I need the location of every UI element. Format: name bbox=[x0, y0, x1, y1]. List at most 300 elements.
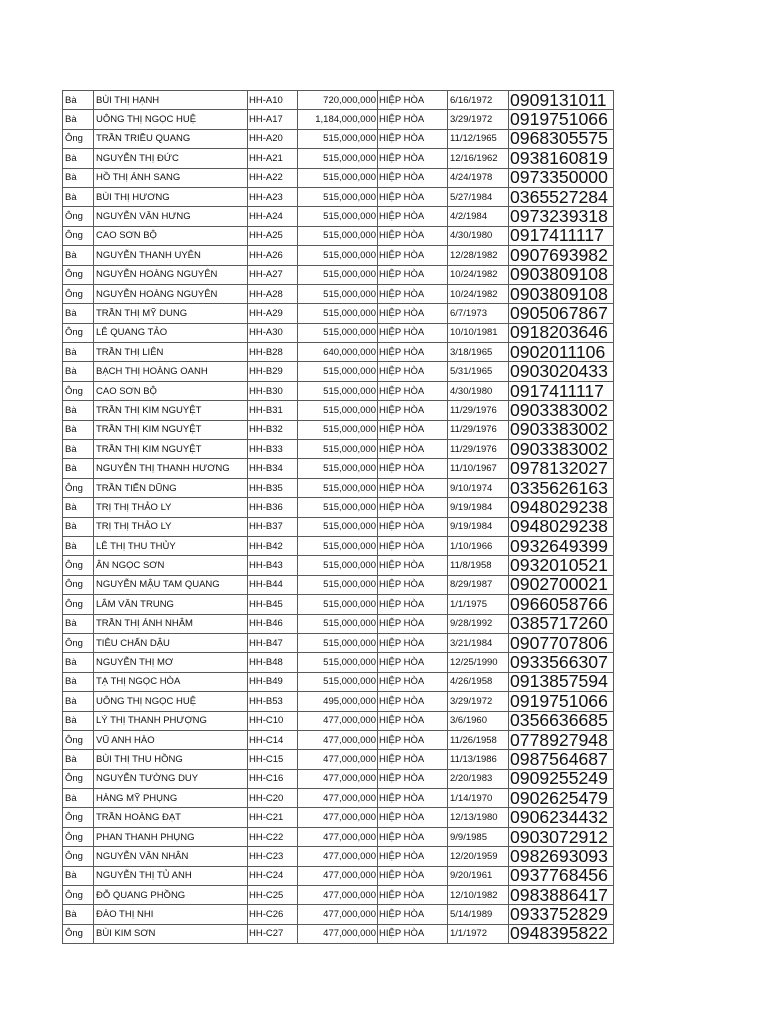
cell-date: 9/20/1961 bbox=[448, 866, 509, 885]
cell-name: NGUYỄN MẬU TAM QUANG bbox=[94, 575, 248, 594]
cell-date: 4/30/1980 bbox=[448, 226, 509, 245]
cell-code: HH-A23 bbox=[248, 187, 298, 206]
cell-name: BẠCH THỊ HOÀNG OANH bbox=[94, 362, 248, 381]
cell-code: HH-A27 bbox=[248, 265, 298, 284]
cell-code: HH-A30 bbox=[248, 323, 298, 342]
cell-date: 11/8/1958 bbox=[448, 556, 509, 575]
cell-phone: 0335626163 bbox=[509, 478, 614, 497]
cell-title: Ông bbox=[63, 827, 94, 846]
cell-title: Bà bbox=[63, 905, 94, 924]
cell-phone: 0903383002 bbox=[509, 401, 614, 420]
cell-name: BÙI THỊ HẠNH bbox=[94, 91, 248, 110]
table-row bbox=[63, 401, 614, 420]
table-row bbox=[63, 575, 614, 594]
cell-name: UÔNG THỊ NGỌC HUỆ bbox=[94, 110, 248, 129]
cell-title: Bà bbox=[63, 246, 94, 265]
cell-title: Ông bbox=[63, 284, 94, 303]
cell-phone: 0778927948 bbox=[509, 730, 614, 749]
table-row bbox=[63, 517, 614, 536]
cell-amount: 515,000,000 bbox=[298, 226, 378, 245]
cell-title: Bà bbox=[63, 711, 94, 730]
cell-date: 9/19/1984 bbox=[448, 498, 509, 517]
cell-phone: 0918203646 bbox=[509, 323, 614, 342]
cell-date: 12/10/1982 bbox=[448, 886, 509, 905]
cell-location: HIỆP HÒA bbox=[378, 420, 448, 439]
cell-name: TRẦN THỊ KIM NGUYỆT bbox=[94, 401, 248, 420]
cell-amount: 515,000,000 bbox=[298, 536, 378, 555]
cell-name: HỒ THỊ ÁNH SANG bbox=[94, 168, 248, 187]
table-row bbox=[63, 866, 614, 885]
cell-date: 9/28/1992 bbox=[448, 614, 509, 633]
cell-title: Bà bbox=[63, 750, 94, 769]
cell-location: HIỆP HÒA bbox=[378, 168, 448, 187]
cell-phone: 0933752829 bbox=[509, 905, 614, 924]
cell-location: HIỆP HÒA bbox=[378, 323, 448, 342]
cell-name: HÀNG MỸ PHỤNG bbox=[94, 789, 248, 808]
cell-location: HIỆP HÒA bbox=[378, 595, 448, 614]
cell-name: TIÊU CHẤN DẬU bbox=[94, 633, 248, 652]
cell-phone: 0948029238 bbox=[509, 498, 614, 517]
cell-name: UÔNG THỊ NGỌC HUỆ bbox=[94, 692, 248, 711]
cell-phone: 0932010521 bbox=[509, 556, 614, 575]
cell-code: HH-B30 bbox=[248, 381, 298, 400]
cell-location: HIỆP HÒA bbox=[378, 750, 448, 769]
cell-title: Bà bbox=[63, 187, 94, 206]
cell-name: NGUYỄN THỊ TỦ ANH bbox=[94, 866, 248, 885]
cell-title: Ông bbox=[63, 769, 94, 788]
cell-date: 12/16/1962 bbox=[448, 149, 509, 168]
cell-name: VŨ ANH HÀO bbox=[94, 730, 248, 749]
cell-phone: 0917411117 bbox=[509, 381, 614, 400]
table-row bbox=[63, 536, 614, 555]
cell-name: LÊ THỊ THU THỦY bbox=[94, 536, 248, 555]
cell-location: HIỆP HÒA bbox=[378, 478, 448, 497]
cell-date: 1/10/1966 bbox=[448, 536, 509, 555]
cell-location: HIỆP HÒA bbox=[378, 304, 448, 323]
cell-title: Ông bbox=[63, 226, 94, 245]
cell-date: 5/27/1984 bbox=[448, 187, 509, 206]
cell-location: HIỆP HÒA bbox=[378, 769, 448, 788]
cell-location: HIỆP HÒA bbox=[378, 226, 448, 245]
cell-code: HH-A24 bbox=[248, 207, 298, 226]
cell-code: HH-B45 bbox=[248, 595, 298, 614]
cell-title: Ông bbox=[63, 575, 94, 594]
cell-phone: 0973239318 bbox=[509, 207, 614, 226]
cell-amount: 477,000,000 bbox=[298, 750, 378, 769]
cell-amount: 515,000,000 bbox=[298, 284, 378, 303]
cell-phone: 0937768456 bbox=[509, 866, 614, 885]
cell-title: Bà bbox=[63, 168, 94, 187]
cell-amount: 515,000,000 bbox=[298, 304, 378, 323]
cell-name: NGUYỄN VĂN NHÂN bbox=[94, 847, 248, 866]
cell-code: HH-B32 bbox=[248, 420, 298, 439]
cell-name: TRẦN TRIỀU QUANG bbox=[94, 129, 248, 148]
table-row bbox=[63, 478, 614, 497]
cell-amount: 720,000,000 bbox=[298, 91, 378, 110]
cell-name: NGUYỄN THỊ THANH HƯƠNG bbox=[94, 459, 248, 478]
cell-name: TRẦN THỊ ÁNH NHÂM bbox=[94, 614, 248, 633]
cell-name: ÂN NGỌC SƠN bbox=[94, 556, 248, 575]
cell-date: 3/21/1984 bbox=[448, 633, 509, 652]
cell-phone: 0982693093 bbox=[509, 847, 614, 866]
cell-title: Ông bbox=[63, 323, 94, 342]
cell-amount: 515,000,000 bbox=[298, 207, 378, 226]
cell-location: HIỆP HÒA bbox=[378, 536, 448, 555]
cell-date: 2/20/1983 bbox=[448, 769, 509, 788]
cell-title: Bà bbox=[63, 304, 94, 323]
cell-date: 11/13/1986 bbox=[448, 750, 509, 769]
table-row bbox=[63, 924, 614, 943]
cell-phone: 0938160819 bbox=[509, 149, 614, 168]
cell-date: 4/26/1958 bbox=[448, 672, 509, 691]
cell-amount: 515,000,000 bbox=[298, 401, 378, 420]
cell-name: ĐÀO THỊ NHI bbox=[94, 905, 248, 924]
cell-amount: 515,000,000 bbox=[298, 459, 378, 478]
cell-amount: 515,000,000 bbox=[298, 265, 378, 284]
table-row bbox=[63, 440, 614, 459]
cell-date: 8/29/1987 bbox=[448, 575, 509, 594]
cell-location: HIỆP HÒA bbox=[378, 672, 448, 691]
cell-code: HH-C22 bbox=[248, 827, 298, 846]
cell-title: Ông bbox=[63, 808, 94, 827]
cell-amount: 515,000,000 bbox=[298, 420, 378, 439]
cell-title: Bà bbox=[63, 440, 94, 459]
cell-date: 5/31/1965 bbox=[448, 362, 509, 381]
cell-location: HIỆP HÒA bbox=[378, 440, 448, 459]
table-row bbox=[63, 730, 614, 749]
cell-date: 12/13/1980 bbox=[448, 808, 509, 827]
cell-title: Ông bbox=[63, 265, 94, 284]
cell-date: 10/24/1982 bbox=[448, 284, 509, 303]
table-row bbox=[63, 168, 614, 187]
cell-code: HH-B35 bbox=[248, 478, 298, 497]
cell-phone: 0913857594 bbox=[509, 672, 614, 691]
cell-phone: 0356636685 bbox=[509, 711, 614, 730]
cell-phone: 0948395822 bbox=[509, 924, 614, 943]
cell-date: 11/10/1967 bbox=[448, 459, 509, 478]
cell-code: HH-C27 bbox=[248, 924, 298, 943]
cell-title: Ông bbox=[63, 556, 94, 575]
table-row bbox=[63, 905, 614, 924]
cell-location: HIỆP HÒA bbox=[378, 905, 448, 924]
table-row bbox=[63, 187, 614, 206]
cell-code: HH-A22 bbox=[248, 168, 298, 187]
cell-amount: 515,000,000 bbox=[298, 498, 378, 517]
table-row bbox=[63, 343, 614, 362]
cell-location: HIỆP HÒA bbox=[378, 866, 448, 885]
cell-location: HIỆP HÒA bbox=[378, 187, 448, 206]
cell-amount: 515,000,000 bbox=[298, 168, 378, 187]
cell-title: Bà bbox=[63, 498, 94, 517]
cell-name: NGUYỄN THANH UYÊN bbox=[94, 246, 248, 265]
cell-date: 4/24/1978 bbox=[448, 168, 509, 187]
cell-name: LÝ THỊ THANH PHƯỢNG bbox=[94, 711, 248, 730]
cell-amount: 515,000,000 bbox=[298, 575, 378, 594]
cell-amount: 477,000,000 bbox=[298, 924, 378, 943]
table-row bbox=[63, 246, 614, 265]
cell-date: 9/19/1984 bbox=[448, 517, 509, 536]
table-row bbox=[63, 614, 614, 633]
cell-date: 11/26/1958 bbox=[448, 730, 509, 749]
cell-name: CAO SƠN BỘ bbox=[94, 381, 248, 400]
cell-location: HIỆP HÒA bbox=[378, 343, 448, 362]
cell-title: Bà bbox=[63, 672, 94, 691]
table-row bbox=[63, 304, 614, 323]
cell-name: TRỊ THỊ THẢO LY bbox=[94, 517, 248, 536]
cell-amount: 477,000,000 bbox=[298, 905, 378, 924]
cell-date: 9/9/1985 bbox=[448, 827, 509, 846]
cell-date: 10/10/1981 bbox=[448, 323, 509, 342]
cell-location: HIỆP HÒA bbox=[378, 886, 448, 905]
cell-title: Bà bbox=[63, 91, 94, 110]
cell-code: HH-C26 bbox=[248, 905, 298, 924]
cell-code: HH-C14 bbox=[248, 730, 298, 749]
table-row bbox=[63, 226, 614, 245]
cell-date: 11/29/1976 bbox=[448, 401, 509, 420]
table-row bbox=[63, 750, 614, 769]
cell-amount: 515,000,000 bbox=[298, 614, 378, 633]
cell-phone: 0903383002 bbox=[509, 420, 614, 439]
table-row bbox=[63, 498, 614, 517]
cell-date: 11/29/1976 bbox=[448, 440, 509, 459]
cell-name: LÂM VĂN TRUNG bbox=[94, 595, 248, 614]
cell-title: Bà bbox=[63, 110, 94, 129]
cell-phone: 0905067867 bbox=[509, 304, 614, 323]
cell-date: 5/14/1989 bbox=[448, 905, 509, 924]
cell-location: HIỆP HÒA bbox=[378, 498, 448, 517]
cell-location: HIỆP HÒA bbox=[378, 924, 448, 943]
cell-code: HH-B37 bbox=[248, 517, 298, 536]
cell-amount: 515,000,000 bbox=[298, 440, 378, 459]
cell-amount: 515,000,000 bbox=[298, 323, 378, 342]
cell-phone: 0968305575 bbox=[509, 129, 614, 148]
cell-date: 4/2/1984 bbox=[448, 207, 509, 226]
cell-title: Ông bbox=[63, 207, 94, 226]
cell-phone: 0907707806 bbox=[509, 633, 614, 652]
cell-title: Ông bbox=[63, 730, 94, 749]
cell-title: Bà bbox=[63, 692, 94, 711]
cell-amount: 515,000,000 bbox=[298, 129, 378, 148]
cell-code: HH-B31 bbox=[248, 401, 298, 420]
cell-title: Bà bbox=[63, 401, 94, 420]
cell-location: HIỆP HÒA bbox=[378, 459, 448, 478]
cell-name: NGUYỄN HOÀNG NGUYÊN bbox=[94, 265, 248, 284]
cell-amount: 477,000,000 bbox=[298, 886, 378, 905]
cell-date: 1/1/1975 bbox=[448, 595, 509, 614]
cell-location: HIỆP HÒA bbox=[378, 653, 448, 672]
cell-phone: 0903020433 bbox=[509, 362, 614, 381]
cell-amount: 477,000,000 bbox=[298, 711, 378, 730]
table-row bbox=[63, 207, 614, 226]
table-row bbox=[63, 769, 614, 788]
cell-name: NGUYỄN THỊ ĐỨC bbox=[94, 149, 248, 168]
cell-location: HIỆP HÒA bbox=[378, 847, 448, 866]
cell-location: HIỆP HÒA bbox=[378, 808, 448, 827]
cell-name: NGUYỄN TƯỜNG DUY bbox=[94, 769, 248, 788]
cell-amount: 515,000,000 bbox=[298, 381, 378, 400]
table-row bbox=[63, 323, 614, 342]
cell-name: TRỊ THỊ THẢO LY bbox=[94, 498, 248, 517]
table-row bbox=[63, 420, 614, 439]
table-row bbox=[63, 91, 614, 110]
cell-title: Bà bbox=[63, 614, 94, 633]
cell-phone: 0978132027 bbox=[509, 459, 614, 478]
table-row bbox=[63, 556, 614, 575]
cell-code: HH-B36 bbox=[248, 498, 298, 517]
table-row bbox=[63, 672, 614, 691]
table-row bbox=[63, 595, 614, 614]
cell-code: HH-C24 bbox=[248, 866, 298, 885]
cell-amount: 477,000,000 bbox=[298, 827, 378, 846]
cell-title: Bà bbox=[63, 362, 94, 381]
cell-phone: 0933566307 bbox=[509, 653, 614, 672]
cell-location: HIỆP HÒA bbox=[378, 633, 448, 652]
table-row bbox=[63, 459, 614, 478]
cell-date: 12/20/1959 bbox=[448, 847, 509, 866]
cell-date: 12/25/1990 bbox=[448, 653, 509, 672]
cell-location: HIỆP HÒA bbox=[378, 381, 448, 400]
cell-code: HH-B49 bbox=[248, 672, 298, 691]
cell-amount: 515,000,000 bbox=[298, 556, 378, 575]
table-row bbox=[63, 129, 614, 148]
cell-code: HH-B42 bbox=[248, 536, 298, 555]
cell-code: HH-A25 bbox=[248, 226, 298, 245]
cell-code: HH-A21 bbox=[248, 149, 298, 168]
cell-code: HH-B48 bbox=[248, 653, 298, 672]
cell-title: Bà bbox=[63, 536, 94, 555]
cell-amount: 515,000,000 bbox=[298, 187, 378, 206]
table-row bbox=[63, 381, 614, 400]
table-row bbox=[63, 789, 614, 808]
table-row bbox=[63, 265, 614, 284]
cell-phone: 0987564687 bbox=[509, 750, 614, 769]
cell-title: Ông bbox=[63, 847, 94, 866]
cell-name: TRẦN HOÀNG ĐẠT bbox=[94, 808, 248, 827]
cell-name: TẠ THỊ NGỌC HÒA bbox=[94, 672, 248, 691]
cell-code: HH-A29 bbox=[248, 304, 298, 323]
cell-amount: 477,000,000 bbox=[298, 730, 378, 749]
cell-name: TRẦN THỊ MỸ DUNG bbox=[94, 304, 248, 323]
cell-code: HH-B44 bbox=[248, 575, 298, 594]
cell-phone: 0903809108 bbox=[509, 284, 614, 303]
cell-title: Ông bbox=[63, 924, 94, 943]
cell-code: HH-A28 bbox=[248, 284, 298, 303]
cell-phone: 0902011106 bbox=[509, 343, 614, 362]
cell-code: HH-B33 bbox=[248, 440, 298, 459]
table-row bbox=[63, 692, 614, 711]
cell-name: TRẦN THỊ LIÊN bbox=[94, 343, 248, 362]
cell-date: 3/6/1960 bbox=[448, 711, 509, 730]
cell-name: CAO SƠN BỘ bbox=[94, 226, 248, 245]
cell-code: HH-B29 bbox=[248, 362, 298, 381]
cell-phone: 0909255249 bbox=[509, 769, 614, 788]
table-row bbox=[63, 362, 614, 381]
cell-location: HIỆP HÒA bbox=[378, 692, 448, 711]
cell-amount: 515,000,000 bbox=[298, 653, 378, 672]
cell-phone: 0973350000 bbox=[509, 168, 614, 187]
cell-phone: 0906234432 bbox=[509, 808, 614, 827]
cell-title: Ông bbox=[63, 129, 94, 148]
cell-name: BÙI THỊ THU HỒNG bbox=[94, 750, 248, 769]
table-row bbox=[63, 110, 614, 129]
cell-code: HH-C20 bbox=[248, 789, 298, 808]
cell-location: HIỆP HÒA bbox=[378, 711, 448, 730]
cell-amount: 477,000,000 bbox=[298, 808, 378, 827]
cell-phone: 0919751066 bbox=[509, 110, 614, 129]
table-row bbox=[63, 808, 614, 827]
cell-location: HIỆP HÒA bbox=[378, 91, 448, 110]
cell-date: 6/16/1972 bbox=[448, 91, 509, 110]
cell-name: NGUYỄN THỊ MƠ bbox=[94, 653, 248, 672]
cell-title: Bà bbox=[63, 866, 94, 885]
cell-name: TRẦN TIẾN DŨNG bbox=[94, 478, 248, 497]
cell-location: HIỆP HÒA bbox=[378, 129, 448, 148]
cell-name: LÊ QUANG TẢO bbox=[94, 323, 248, 342]
cell-date: 1/1/1972 bbox=[448, 924, 509, 943]
cell-code: HH-B53 bbox=[248, 692, 298, 711]
cell-amount: 1,184,000,000 bbox=[298, 110, 378, 129]
cell-location: HIỆP HÒA bbox=[378, 284, 448, 303]
table-row bbox=[63, 653, 614, 672]
cell-title: Bà bbox=[63, 517, 94, 536]
cell-code: HH-C25 bbox=[248, 886, 298, 905]
cell-title: Ông bbox=[63, 478, 94, 497]
table-row bbox=[63, 284, 614, 303]
customer-table bbox=[62, 90, 614, 944]
cell-code: HH-C16 bbox=[248, 769, 298, 788]
cell-phone: 0385717260 bbox=[509, 614, 614, 633]
cell-code: HH-B43 bbox=[248, 556, 298, 575]
cell-code: HH-C23 bbox=[248, 847, 298, 866]
cell-phone: 0903383002 bbox=[509, 440, 614, 459]
cell-phone: 0902625479 bbox=[509, 789, 614, 808]
cell-amount: 477,000,000 bbox=[298, 847, 378, 866]
cell-date: 11/29/1976 bbox=[448, 420, 509, 439]
table-row bbox=[63, 633, 614, 652]
cell-phone: 0907693982 bbox=[509, 246, 614, 265]
cell-amount: 515,000,000 bbox=[298, 478, 378, 497]
cell-name: PHAN THANH PHỤNG bbox=[94, 827, 248, 846]
table-row bbox=[63, 847, 614, 866]
cell-phone: 0903072912 bbox=[509, 827, 614, 846]
cell-code: HH-C10 bbox=[248, 711, 298, 730]
cell-date: 4/30/1980 bbox=[448, 381, 509, 400]
cell-code: HH-B28 bbox=[248, 343, 298, 362]
cell-phone: 0903809108 bbox=[509, 265, 614, 284]
cell-code: HH-A26 bbox=[248, 246, 298, 265]
cell-name: TRẦN THỊ KIM NGUYỆT bbox=[94, 420, 248, 439]
cell-code: HH-A10 bbox=[248, 91, 298, 110]
cell-date: 11/12/1965 bbox=[448, 129, 509, 148]
cell-date: 10/24/1982 bbox=[448, 265, 509, 284]
table-row bbox=[63, 827, 614, 846]
cell-location: HIỆP HÒA bbox=[378, 401, 448, 420]
cell-date: 3/18/1965 bbox=[448, 343, 509, 362]
cell-phone: 0966058766 bbox=[509, 595, 614, 614]
cell-phone: 0919751066 bbox=[509, 692, 614, 711]
cell-code: HH-A20 bbox=[248, 129, 298, 148]
cell-location: HIỆP HÒA bbox=[378, 265, 448, 284]
cell-date: 9/10/1974 bbox=[448, 478, 509, 497]
table-body bbox=[63, 91, 614, 944]
cell-title: Ông bbox=[63, 633, 94, 652]
cell-location: HIỆP HÒA bbox=[378, 789, 448, 808]
cell-title: Ông bbox=[63, 595, 94, 614]
cell-location: HIỆP HÒA bbox=[378, 207, 448, 226]
cell-title: Bà bbox=[63, 459, 94, 478]
cell-code: HH-C15 bbox=[248, 750, 298, 769]
cell-name: NGUYỄN HOÀNG NGUYÊN bbox=[94, 284, 248, 303]
